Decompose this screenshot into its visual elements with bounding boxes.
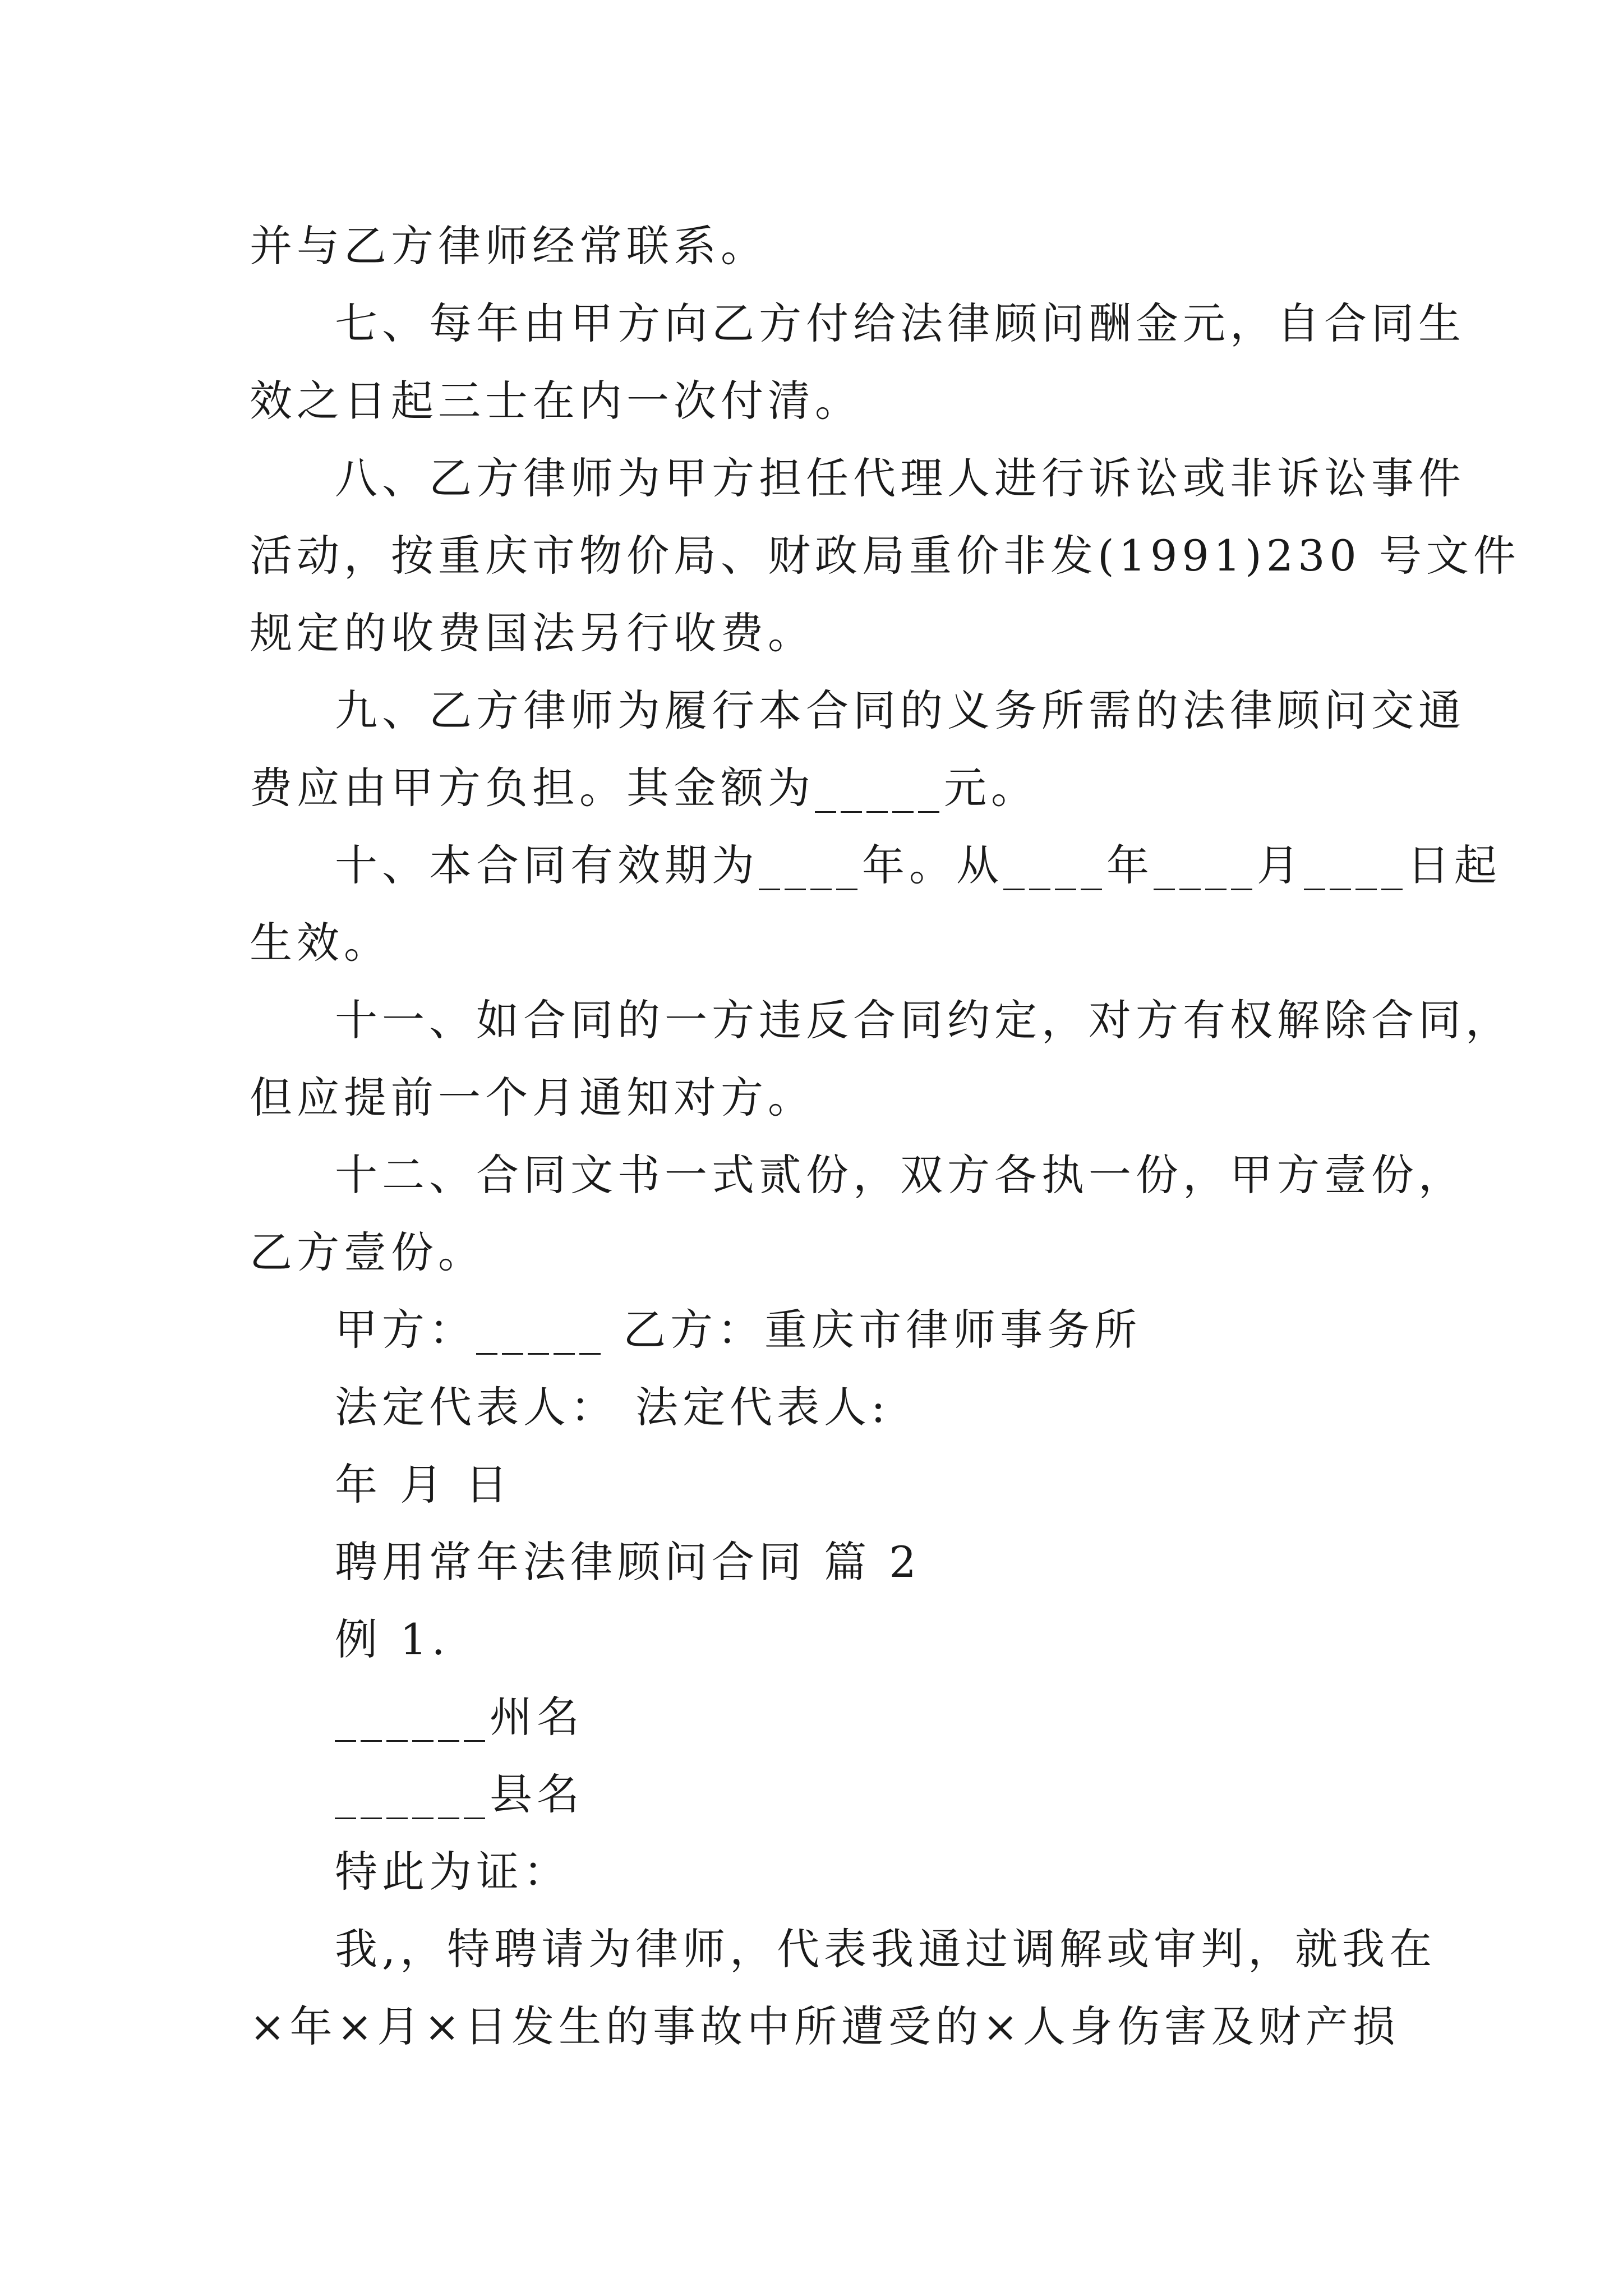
legal-representative-line: 法定代表人： 法定代表人: — [335, 1382, 890, 1432]
text-line: 生效。 — [250, 918, 391, 968]
section-title: 聘用常年法律顾问合同 篇 2 — [335, 1537, 921, 1587]
clause-12: 十二、合同文书一式贰份，双方各执一份，甲方壹份， — [335, 1150, 1465, 1200]
state-name-line: ______州名 — [335, 1692, 584, 1742]
county-name-line: ______县名 — [335, 1769, 584, 1819]
statement-paragraph: 我,，特聘请为律师，代表我通过调解或审判，就我在 — [335, 1924, 1437, 1974]
text-line: 并与乙方律师经常联系。 — [250, 221, 768, 271]
text-line: ×年×月×日发生的事故中所遭受的×人身伤害及财产损 — [250, 2001, 1400, 2051]
text-line: 乙方壹份。 — [250, 1227, 485, 1277]
clause-8: 八、乙方律师为甲方担任代理人进行诉讼或非诉讼事件 — [335, 453, 1465, 503]
clause-10: 十、本合同有效期为____年。从____年____月____日起 — [335, 840, 1501, 890]
certification-line: 特此为证： — [335, 1847, 570, 1897]
text-line: 效之日起三士在内一次付清。 — [250, 376, 862, 426]
text-line: 但应提前一个月通知对方。 — [250, 1073, 815, 1122]
clause-9: 九、乙方律师为履行本合同的义务所需的法律顾问交通 — [335, 685, 1465, 735]
text-line: 费应由甲方负担。其金额为_____元。 — [250, 763, 1038, 813]
document-body — [250, 208, 1520, 2065]
clause-7: 七、每年由甲方向乙方付给法律顾问酬金元，自合同生 — [335, 298, 1465, 348]
party-signature-line: 甲方：_____ 乙方：重庆市律师事务所 — [335, 1305, 1142, 1355]
text-line: 规定的收费国法另行收费。 — [250, 608, 815, 658]
date-line: 年 月 日 — [335, 1460, 513, 1510]
clause-11: 十一、如合同的一方违反合同约定，对方有权解除合同， — [335, 995, 1513, 1045]
text-line: 活动，按重庆市物价局、财政局重价非发(1991)230 号文件 — [250, 531, 1520, 581]
example-label: 例 1. — [335, 1614, 450, 1664]
